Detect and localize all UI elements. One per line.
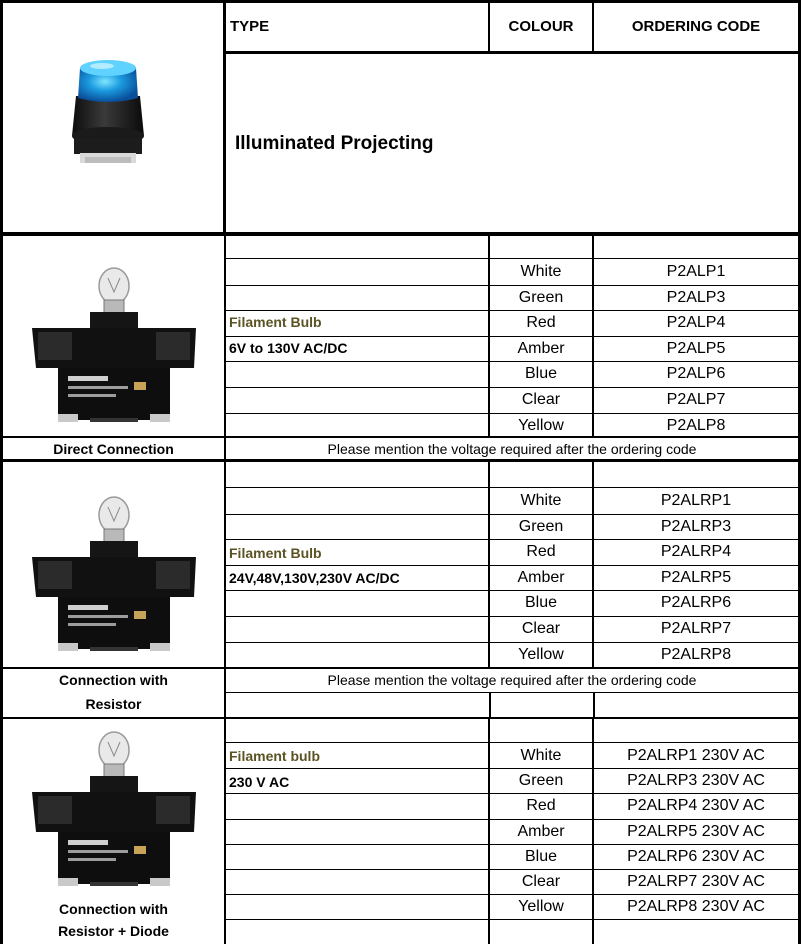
colour-cell: Clear <box>521 873 561 890</box>
section-1-note: Please mention the voltage required after the ordering code <box>327 441 697 457</box>
colour-cell: Amber <box>517 823 565 840</box>
section-2-note: Please mention the voltage required after the ordering code <box>327 672 697 688</box>
ordering-code-cell: P2ALRP1 <box>660 492 732 509</box>
colour-cell: White <box>520 263 562 280</box>
ordering-code-cell: P2ALRP8 230V AC <box>627 898 765 915</box>
ordering-code-cell: P2ALRP5 230V AC <box>627 823 765 840</box>
section-2-bulb-label: Filament Bulb <box>229 545 322 561</box>
section-3-caption-line-1: Connection with <box>59 901 168 917</box>
lamp-block-icon-2 <box>28 487 200 659</box>
blue-illuminated-button-icon <box>58 50 158 170</box>
ordering-code-cell: P2ALRP8 <box>660 646 732 663</box>
colour-cell: Yellow <box>518 646 564 663</box>
colour-cell: White <box>520 492 562 509</box>
colour-cell: Green <box>518 772 564 789</box>
section-2-caption-line-1: Connection with <box>59 672 168 688</box>
lamp-block-icon-1 <box>28 258 200 430</box>
header-colour: COLOUR <box>508 19 574 34</box>
colour-cell: Yellow <box>518 417 564 434</box>
colour-cell: Green <box>518 518 564 535</box>
ordering-code-cell: P2ALRP1 230V AC <box>627 747 765 764</box>
product-title: Illuminated Projecting <box>235 133 434 154</box>
ordering-code-cell: P2ALP5 <box>666 340 726 357</box>
section-1-voltage: 6V to 130V AC/DC <box>229 340 348 356</box>
colour-cell: Amber <box>517 340 565 357</box>
section-1-caption: Direct Connection <box>53 441 174 457</box>
ordering-code-cell: P2ALRP3 <box>660 518 732 535</box>
colour-cell: Blue <box>524 365 558 382</box>
ordering-code-cell: P2ALP4 <box>666 314 726 331</box>
section-2-caption-line-2: Resistor <box>85 696 142 712</box>
colour-cell: Yellow <box>518 898 564 915</box>
colour-cell: Amber <box>517 569 565 586</box>
ordering-code-cell: P2ALRP7 230V AC <box>627 873 765 890</box>
ordering-code-cell: P2ALP6 <box>666 365 726 382</box>
ordering-code-cell: P2ALRP5 <box>660 569 732 586</box>
colour-cell: Green <box>518 289 564 306</box>
section-2-voltage: 24V,48V,130V,230V AC/DC <box>229 570 400 586</box>
ordering-code-cell: P2ALP3 <box>666 289 726 306</box>
colour-cell: Red <box>526 797 556 814</box>
lamp-block-icon-3 <box>28 722 200 894</box>
colour-cell: Red <box>526 314 556 331</box>
ordering-code-cell: P2ALRP4 230V AC <box>627 797 765 814</box>
colour-cell: Red <box>526 543 556 560</box>
header-type: TYPE <box>230 19 270 34</box>
section-1-bulb-label: Filament Bulb <box>229 314 322 330</box>
colour-cell: Clear <box>521 391 561 408</box>
ordering-code-cell: P2ALP1 <box>666 263 726 280</box>
header-ordering-code: ORDERING CODE <box>631 19 761 34</box>
section-3-voltage: 230 V AC <box>229 774 290 790</box>
colour-cell: White <box>520 747 562 764</box>
ordering-code-cell: P2ALRP7 <box>660 620 732 637</box>
colour-cell: Blue <box>524 848 558 865</box>
ordering-code-cell: P2ALRP6 <box>660 594 732 611</box>
section-3-bulb-label: Filament bulb <box>229 748 320 764</box>
section-3-caption-line-2: Resistor + Diode <box>58 923 169 939</box>
ordering-code-cell: P2ALRP4 <box>660 543 732 560</box>
ordering-code-cell: P2ALRP3 230V AC <box>627 772 765 789</box>
colour-cell: Clear <box>521 620 561 637</box>
ordering-code-cell: P2ALP7 <box>666 391 726 408</box>
ordering-code-cell: P2ALRP6 230V AC <box>627 848 765 865</box>
ordering-code-cell: P2ALP8 <box>666 417 726 434</box>
colour-cell: Blue <box>524 594 558 611</box>
